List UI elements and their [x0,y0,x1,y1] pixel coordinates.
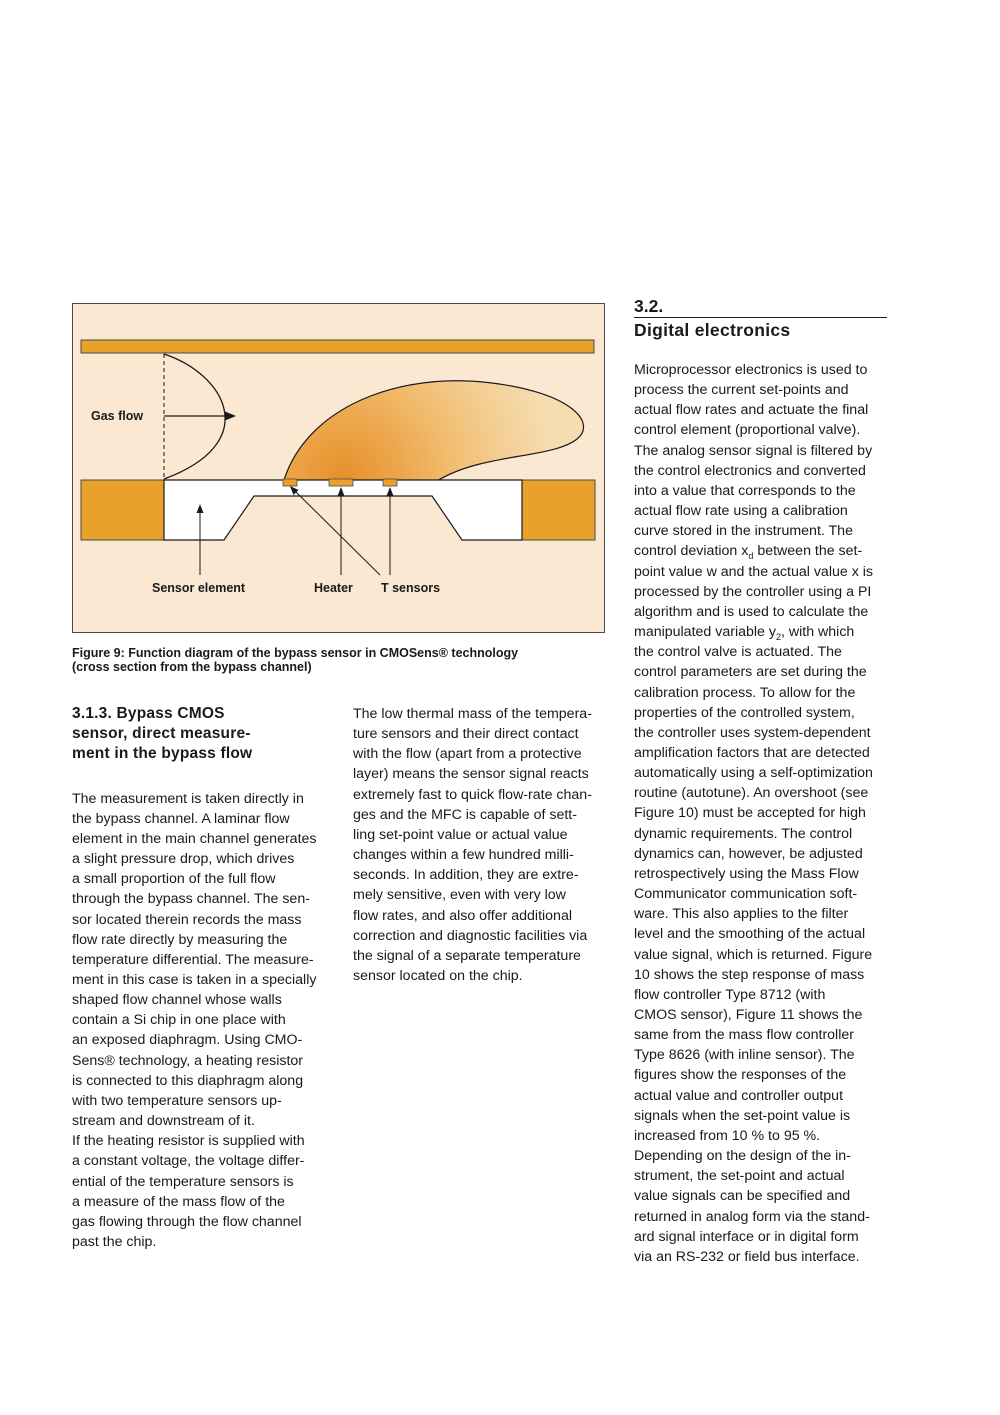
heater-element [329,479,353,486]
subscript-d: d [748,551,754,562]
heater-label: Heater [314,581,353,595]
column-right [634,360,894,1267]
section-32-number: 3.2. [634,296,664,316]
figure-caption: Figure 9: Function diagram of the bypass sensor in CMOSens® technology (cross section from the bypass channel) [72,646,519,674]
section-32-heading [634,297,887,340]
gas-flow-label: Gas flow [91,409,144,423]
bypass-sensor-diagram [72,303,605,633]
t-sensor-upstream [283,479,297,486]
section-32-title: Digital electronics [634,320,791,340]
channel-top-wall [81,340,594,353]
t-sensors-label: T sensors [381,581,441,595]
left-wall-block [81,480,164,540]
sensor-element-label: Sensor element [152,581,246,595]
section-313-paragraph-1: The measurement is taken directly in the bypass channel. A laminar flow element in the main channel generates a slight pressure drop, which drives a small proportion of the full flow through the bypass channel. The sen- sor located therein records the mass flow rate directly by measuring the temperature differential. The measure- ment in this case is taken in a specially shaped flow channel whose walls contain a Si chip in one place with an exposed diaphragm. Using CMO- Sens® technology, a heating resistor is connected to this diaphragm along with two temperature sensors up- stream and downstream of it. [72,790,317,1130]
t-sensor-downstream [383,479,397,486]
section-32-text-c: , with which the control valve is actuated. The control parameters are set during the calibration process. To allow for the properties of the controlled system, the controller uses system-dependent amplification factors that are detected automatically using a self-optimization routine (autotune). An overshoot (see Figure 10) must be accepted for high dynamic requirements. The control dynamics can, however, be adjusted retrospectively using the Mass Flow Communicator communication soft- ware. This also applies to the filter level and the smoothing of the actual value signal, which is returned. Figure 10 shows the step response of mass flow controller Type 8712 (with CMOS sensor), Figure 11 shows the same from the mass flow controller Type 8626 (with inline sensor). The figures show the responses of the actual value and controller output signals when the set-point value is increased from 10 % to 95 %. Depending on the design of the in- strument, the set-point and actual value signals can be specified and returned in analog form via the stand- ard signal interface or in digital form via an RS-232 or field bus interface. [634,624,873,1265]
subscript-2: 2 [775,631,781,642]
section-313-heading: 3.1.3. Bypass CMOS sensor, direct measure- ment in the bypass flow [72,705,253,763]
column-middle [353,704,618,986]
section-313-paragraph-2: If the heating resistor is supplied with a constant voltage, the voltage differ- ential of the temperature sensors is a measure of the mass flow of the gas flowing through the flow channel past the chip. [72,1133,305,1251]
section-32-body [634,360,894,1267]
section-32-text-b: between the set- point value w and the actual value x is processed by the controller using a PI algorithm and is used to calculate the manipulated variable y [634,543,873,641]
column-left [72,704,337,1252]
section-32-rule [634,317,887,318]
section-32-text-a: Microprocessor electronics is used to process the current set-points and actual flow rates and actuate the final control element (proportional valve). The analog sensor signal is filtered by the control electronics and converted into a value that corresponds to the actual flow rate using a calibration curve stored in the instrument. The control deviation x [634,362,873,560]
right-wall-block [522,480,595,540]
section-313-paragraph-3: The low thermal mass of the tempera- ture sensors and their direct contact with the flow (apart from a protective layer) means the sensor signal reacts extremely fast to quick flow-rate chan- ges and the MFC is capable of sett- ling set-point value or actual value changes within a few hundred milli- seconds. In addition, they are extre- mely sensitive, even with very low flow rates, and also offer additional correction and diagnostic facilities via the signal of a separate temperature sensor located on the chip. [353,706,592,985]
